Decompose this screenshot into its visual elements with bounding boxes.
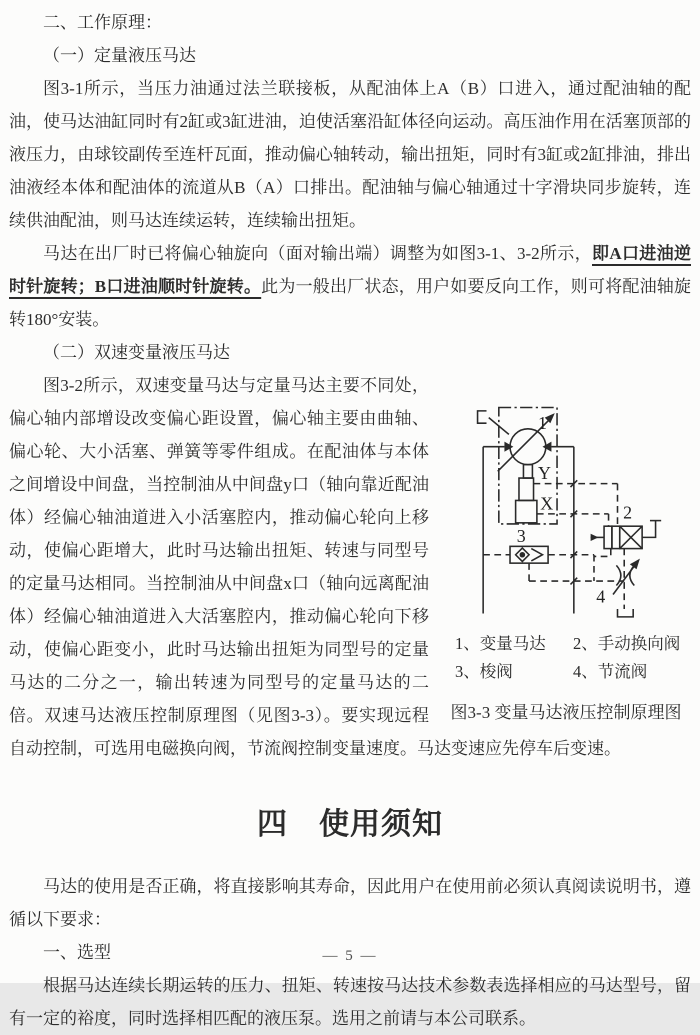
legend-item-throttle: 4、节流阀 xyxy=(573,662,648,681)
figure-legend xyxy=(441,631,691,685)
subsection-heading-fixed-motor: （一）定量液压马达 xyxy=(43,46,196,65)
figure-label-motor: 1 xyxy=(538,412,547,433)
section-heading-working-principle: 二、工作原理： xyxy=(43,13,162,32)
port-label-x: X xyxy=(540,493,554,514)
paragraph-usage-intro: 马达的使用是否正确，将直接影响其寿命，因此用户在使用前必须认真阅读说明书，遵循以下要求： xyxy=(9,877,691,929)
figure-label-shuttle: 3 xyxy=(516,525,526,546)
figure-caption: 图3-3 变量马达液压控制原理图 xyxy=(450,703,682,722)
paragraph-variable-motor: 图3-2所示，双速变量马达与定量马达主要不同处，偏心轴内部增设改变偏心距设置，偏心轴主要由曲轴、偏心轮、大小活塞、弹簧等零件组成。在配油体与本体之间增设中间盘，当控制油从中间盘y口（轴向靠近配油体）经偏心轴油道进入小活塞腔内，推动偏心轮向上移动，使偏心距增大，此时马达输出扭矩、转速与同型号的定量马达相同。当控制油从中间盘x口（轴向远离配油体）经偏心轴油道进入大活塞腔内，推动偏心轮向下移动，使偏心距变小，此时马达输出扭矩为同型号的定量马达的二分之一，输出转速为同型号的定量马达的二倍。双速马达液压控制原理图（见图3-3）。要实现远程自动控制，可选用电磁换向阀，节流阀控制变量速度。马达变速应先停车后变速。 xyxy=(9,376,621,758)
rotation-text-pre: 马达在出厂时已将偏心轴旋向（面对输出端）调整为如图3-1、3-2所示， xyxy=(43,244,592,263)
throttle-valve-symbol xyxy=(613,559,640,617)
figure-3-3 xyxy=(441,403,691,725)
legend-item-motor: 1、变量马达 xyxy=(455,634,546,653)
tank-icon xyxy=(618,609,634,617)
drain-line xyxy=(478,411,509,435)
main-work-lines xyxy=(483,447,577,614)
subsection-heading-selection: 一、选型 xyxy=(43,943,111,962)
rotation-text-emphasis: 即A口进油逆时针旋转；B口进油顺时针旋转。 xyxy=(9,244,691,296)
port-label-y: Y xyxy=(538,463,551,484)
figure-label-throttle: 4 xyxy=(596,586,606,607)
valve-lever-handle xyxy=(642,521,655,538)
legend-item-valve: 2、手动换向阀 xyxy=(573,634,681,653)
control-cylinder-symbol xyxy=(516,465,537,523)
manual-directional-valve-symbol xyxy=(591,521,662,549)
tank-icon xyxy=(478,411,487,423)
hydraulic-schematic-diagram xyxy=(463,403,669,627)
page-number: — 5 — xyxy=(322,948,378,964)
paragraph-rotation-direction xyxy=(9,237,691,336)
paragraph-fixed-motor: 图3-1所示，当压力油通过法兰联接板，从配油体上A（B）口进入，通过配油轴的配油，使马达油缸同时有2缸或3缸进油，迫使活塞沿缸体径向运动。高压油作用在活塞顶部的液压力，由球铰副传至连杆瓦面，推动偏心轴转动，输出扭矩，同时有3缸或2缸排油，排出油液经本体和配油体的流道从B（A）口排出。配油轴与偏心轴通过十字滑块同步旋转，连续供油配油，则马达连续运转，连续输出扭矩。 xyxy=(9,79,691,230)
figure-label-valve: 2 xyxy=(623,502,633,523)
legend-item-shuttle: 3、梭阀 xyxy=(455,662,513,681)
rotation-text-post: 此为一般出厂状态，用户如要反向工作，则可将配油轴旋转180°安装。 xyxy=(9,277,692,329)
subsection-heading-variable-motor: （二）双速变量液压马达 xyxy=(43,343,230,362)
chapter-heading-usage-notes: 四 使用须知 xyxy=(257,808,443,841)
paragraph-selection: 根据马达连续长期运转的压力、扭矩、转速按马达技术参数表选择相应的马达型号，留有一定的裕度，同时选择相匹配的液压泵。选用之前请与本公司联系。 xyxy=(9,976,691,1028)
shuttle-valve-symbol xyxy=(510,546,548,563)
